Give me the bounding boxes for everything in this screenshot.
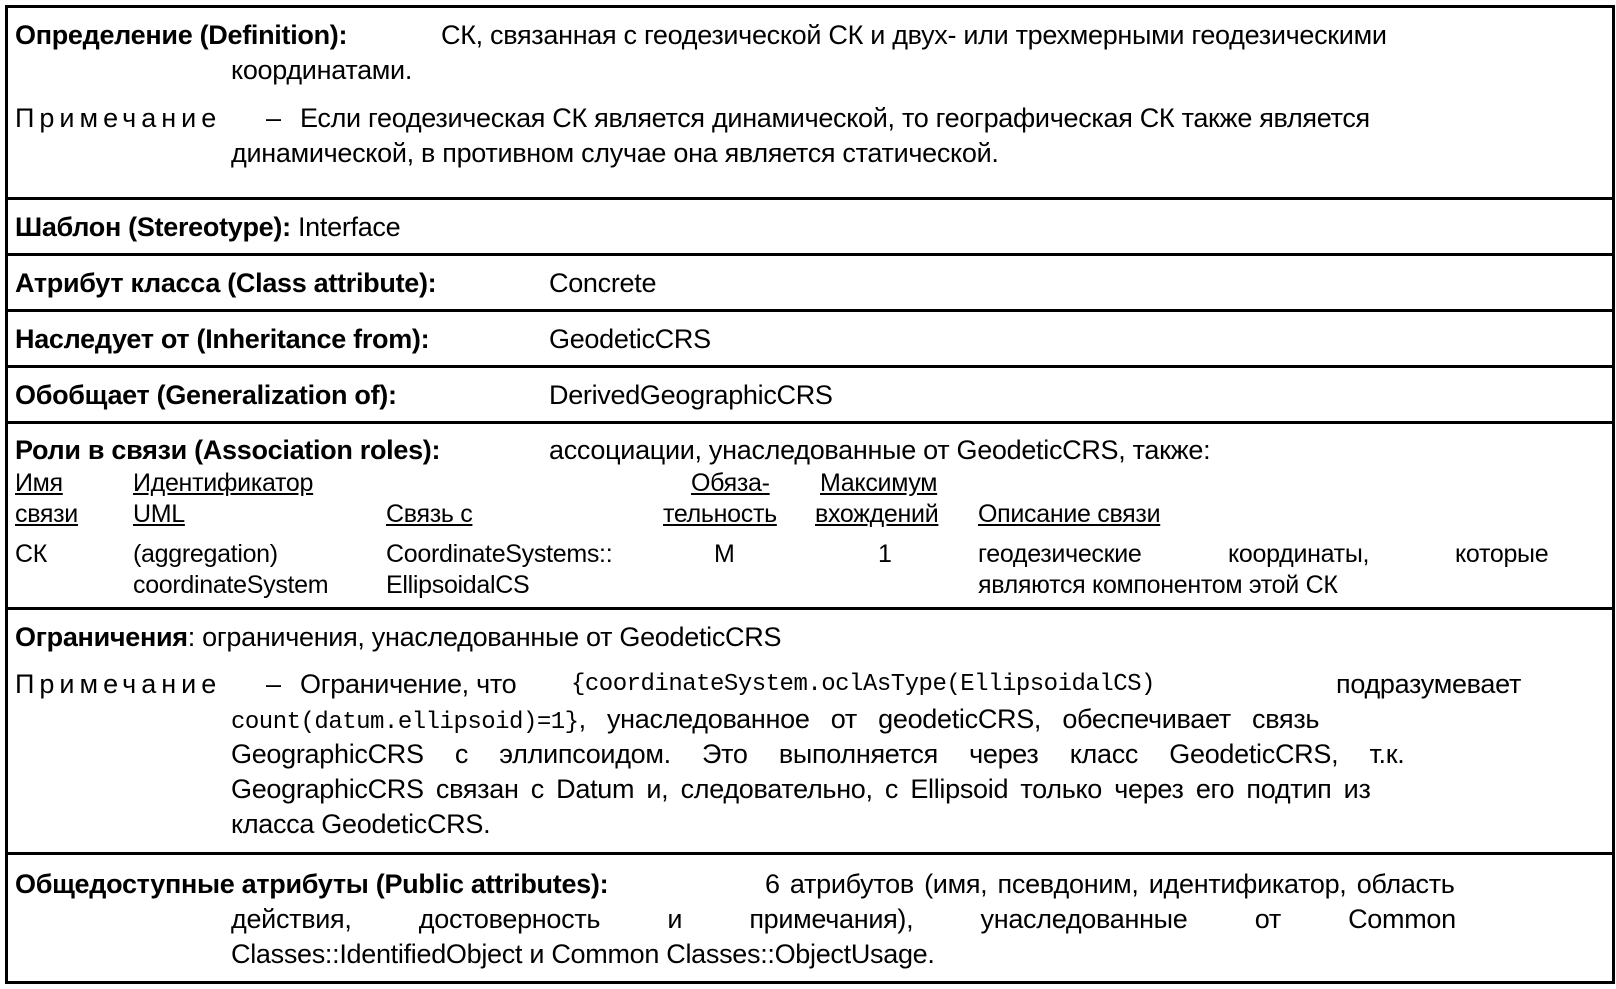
public-attributes-label: Общедоступные атрибуты (Public attributes): [15, 869, 609, 899]
generalization-row [8, 368, 1612, 424]
public-attributes-text-line1: 6 атрибутов (имя, псевдоним, идентификатор, область [765, 869, 1455, 899]
row-link-2: EllipsoidalCS [386, 571, 530, 599]
association-label: Роли в связи (Association roles): [15, 435, 441, 465]
row-desc-1b: координаты, [1228, 540, 1370, 568]
note1-text-line2: динамической, в противном случае она является статической. [231, 138, 999, 168]
definition-label: Определение (Definition): [15, 20, 348, 50]
public-attributes-text-line2: действия, достоверность и примечания), унаследованные от Common [231, 904, 1456, 934]
class-attribute-label: Атрибут класса (Class attribute): [15, 268, 437, 298]
note2-lead: Ограничение, что [300, 669, 517, 699]
definition-table [5, 5, 1615, 984]
note1-dash: – [266, 103, 281, 133]
header-desc: Описание связи [978, 500, 1161, 528]
note2-dash: – [266, 669, 281, 699]
constraints-label: Ограничения [15, 622, 188, 652]
constraints-value: : ограничения, унаследованные от GeodeticCRS [187, 622, 782, 652]
stereotype-label: Шаблон (Stereotype): [15, 212, 291, 242]
generalization-label: Обобщает (Generalization of): [15, 380, 397, 410]
row-desc-1a: геодезические [978, 540, 1142, 568]
row-desc-2: являются компонентом этой СК [978, 571, 1338, 599]
definition-text-line1: СК, связанная с геодезической СК и двух- или трехмерными геодезическими [441, 20, 1387, 50]
row-max: 1 [878, 540, 892, 568]
note2-label: Примечание [15, 669, 222, 699]
stereotype-row [8, 200, 1612, 256]
definition-text-line2: координатами. [231, 55, 413, 85]
row-oblig: M [714, 540, 735, 568]
note2-line4: GeographicCRS связан с Datum и, следовательно, с Ellipsoid только через его подтип из [231, 774, 1371, 804]
row-uml-1: (aggregation) [133, 540, 278, 568]
header-max-2: вхождений [815, 500, 939, 528]
association-value: ассоциации, унаследованные от GeodeticCRS, также: [549, 435, 1211, 465]
stereotype-value: Interface [297, 212, 401, 242]
row-desc-1c: которые [1455, 540, 1549, 568]
header-name-1: Имя [15, 469, 63, 497]
header-oblig-2: тельность [663, 500, 777, 528]
header-oblig-1: Обяза- [691, 469, 770, 497]
class-attribute-row [8, 256, 1612, 312]
header-uml-1: Идентификатор [133, 469, 314, 497]
public-attributes-text-line3: Classes::IdentifiedObject и Common Classes::ObjectUsage. [231, 939, 935, 969]
row-link-1: CoordinateSystems:: [386, 540, 613, 568]
inheritance-value: GeodeticCRS [549, 324, 711, 354]
association-row [8, 424, 1612, 610]
association-table [8, 468, 1612, 608]
note2-line5: класса GeodeticCRS. [231, 809, 491, 839]
header-link: Связь с [386, 500, 473, 528]
definition-row [8, 8, 1612, 200]
note2-code1: {coordinateSystem.oclAsType(EllipsoidalCS) [571, 671, 1155, 698]
class-attribute-value: Concrete [549, 268, 657, 298]
note2-after-code1: подразумевает [1336, 669, 1522, 699]
note2-line2-rest: , унаследованное от geodeticCRS, обеспечивает связь [578, 704, 1320, 734]
note2-code2: count(datum.ellipsoid)=1} [231, 709, 579, 736]
inheritance-row [8, 312, 1612, 368]
constraints-row [8, 610, 1612, 855]
note2-line3: GeographicCRS с эллипсоидом. Это выполняется через класс GeodeticCRS, т.к. [231, 739, 1405, 769]
row-uml-2: coordinateSystem [133, 571, 329, 599]
note2-line2 [231, 702, 1607, 740]
row-name: СК [15, 540, 48, 568]
header-name-2: связи [15, 500, 78, 528]
generalization-value: DerivedGeographicCRS [549, 380, 833, 410]
header-max-1: Максимум [820, 469, 938, 497]
note1-text-line1: Если геодезическая СК является динамической, то географическая СК также является [300, 103, 1370, 133]
header-uml-2: UML [133, 500, 185, 528]
inheritance-label: Наследует от (Inheritance from): [15, 324, 430, 354]
public-attributes-row [8, 855, 1612, 981]
note1-label: Примечание [15, 103, 222, 133]
